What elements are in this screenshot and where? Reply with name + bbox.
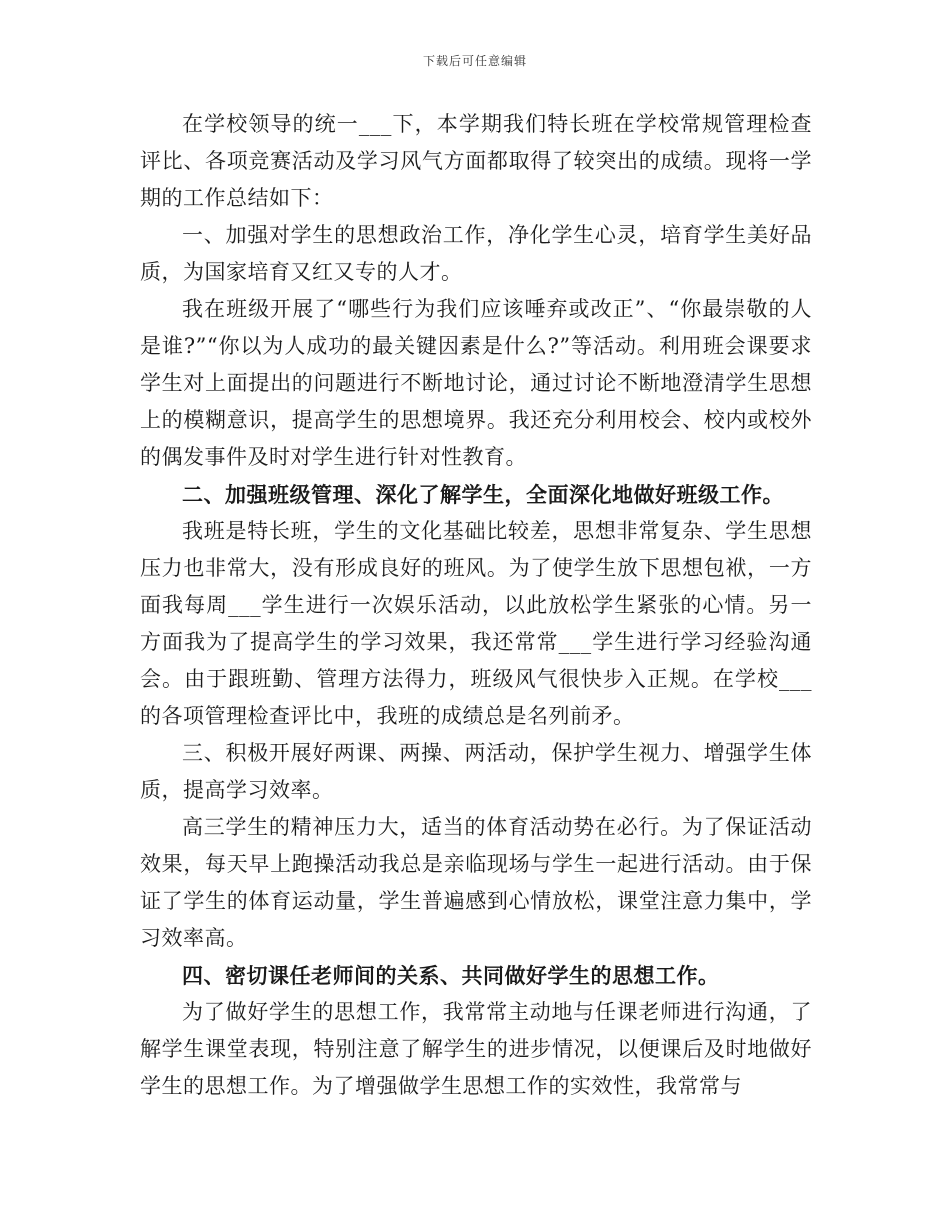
section-heading-2: 二、加强班级管理、深化了解学生，全面深化地做好班级工作。 [182, 482, 784, 507]
section-heading-3: 三、积极开展好两课、两操、两活动，保护学生视力、增强学生体质，提高学习效率。 [140, 741, 812, 802]
section-body-4: 为了做好学生的思想工作，我常常主动地与任课老师进行沟通，了解学生课堂表现，特别注意了解学生的进步情况，以便课后及时地做好学生的思想工作。为了增强做学生思想工作的实效性，我常常与 [140, 1000, 812, 1098]
section-body-3: 高三学生的精神压力大，适当的体育活动势在必行。为了保证活动效果，每天早上跑操活动我总是亲临现场与学生一起进行活动。由于保证了学生的体育运动量，学生普遍感到心情放松，课堂注意力集中，学习效率高。 [140, 815, 812, 950]
section-heading-4: 四、密切课任老师间的关系、共同做好学生的思想工作。 [182, 963, 720, 988]
page-header: 下载后可任意编辑 [422, 54, 527, 68]
intro-paragraph: 在学校领导的统一___下，本学期我们特长班在学校常规管理检查评比、各项竞赛活动及学习风气方面都取得了较突出的成绩。现将一学期的工作总结如下： [140, 112, 812, 210]
section-body-2: 我班是特长班，学生的文化基础比较差，思想非常复杂、学生思想压力也非常大，没有形成良好的班风。为了使学生放下思想包袱，一方面我每周___学生进行一次娱乐活动，以此放松学生紧张的心情。另一方面我为了提高学生的学习效果，我还常常___学生进行学习经验沟通会。由于跟班勤、管理方法得力，班级风气很快步入正规。在学校___的各项管理检查评比中，我班的成绩总是名列前矛。 [140, 519, 812, 728]
document-body [140, 106, 812, 1105]
section-heading-1: 一、加强对学生的思想政治工作，净化学生心灵，培育学生美好品质，为国家培育又红又专的人才。 [140, 223, 812, 284]
section-body-1: 我在班级开展了“哪些行为我们应该唾弃或改正”、“你最崇敬的人是谁?”“你以为人成功的最关键因素是什么?”等活动。利用班会课要求学生对上面提出的问题进行不断地讨论，通过讨论不断地澄清学生思想上的模糊意识，提高学生的思想境界。我还充分利用校会、校内或校外的偶发事件及时对学生进行针对性教育。 [140, 297, 812, 469]
